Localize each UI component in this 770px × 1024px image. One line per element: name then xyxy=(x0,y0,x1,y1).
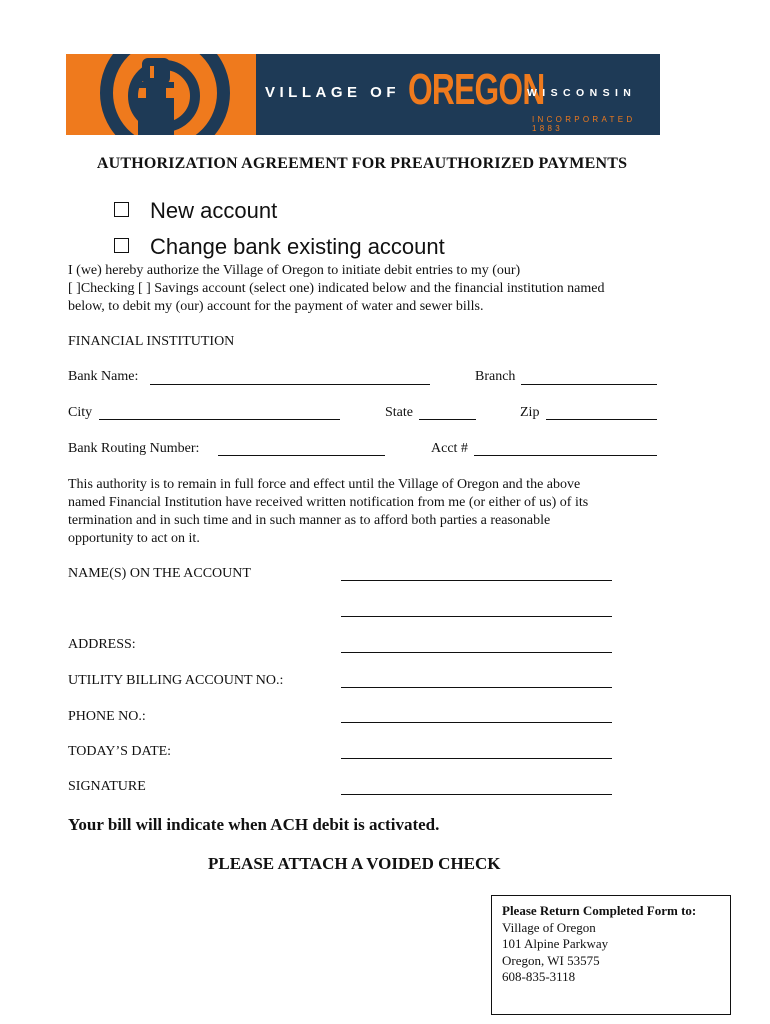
city-label: City xyxy=(68,405,93,420)
voided-check-notice: PLEASE ATTACH A VOIDED CHECK xyxy=(208,854,501,873)
names-on-account-label: NAME(S) ON THE ACCOUNT xyxy=(68,566,251,581)
branch-label: Branch xyxy=(475,369,516,384)
account-number-field[interactable] xyxy=(474,455,657,456)
date-label: TODAY’S DATE: xyxy=(68,744,172,759)
routing-number-field[interactable] xyxy=(218,455,385,456)
village-logo-banner xyxy=(66,54,660,135)
return-line: 101 Alpine Parkway xyxy=(502,936,609,951)
utility-account-field[interactable] xyxy=(341,687,612,688)
logo-wisconsin: WISCONSIN xyxy=(527,87,637,99)
new-account-option[interactable] xyxy=(114,198,277,224)
authority-line: This authority is to remain in full force and effect until the Village of Oregon and the above xyxy=(68,477,581,492)
logo-incorporated: INCORPORATED 1883 xyxy=(532,115,636,133)
logo-village-of: VILLAGE OF xyxy=(265,84,400,101)
change-account-checkbox[interactable] xyxy=(114,238,129,253)
financial-institution-heading: FINANCIAL INSTITUTION xyxy=(68,334,235,349)
change-account-label: Change bank existing account xyxy=(150,234,445,259)
address-label: ADDRESS: xyxy=(68,637,136,652)
names-on-account-field-1[interactable] xyxy=(341,580,612,581)
new-account-checkbox[interactable] xyxy=(114,202,129,217)
logo-oregon: OREGON xyxy=(408,65,545,114)
water-tower-icon xyxy=(112,54,202,135)
phone-field[interactable] xyxy=(341,722,612,723)
authority-line: named Financial Institution have received written notification from me (or either of us) of its xyxy=(68,495,589,510)
return-line: Oregon, WI 53575 xyxy=(502,952,600,968)
branch-field[interactable] xyxy=(521,384,657,385)
intro-line: below, to debit my (our) account for the payment of water and sewer bills. xyxy=(68,299,484,314)
return-heading: Please Return Completed Form to: xyxy=(502,903,697,918)
return-address-box xyxy=(491,895,731,1015)
return-line: Village of Oregon xyxy=(502,919,596,935)
state-field[interactable] xyxy=(419,419,476,420)
intro-line: I (we) hereby authorize the Village of Oregon to initiate debit entries to my (our) xyxy=(68,263,521,278)
ach-notice: Your bill will indicate when ACH debit is activated. xyxy=(68,815,440,834)
new-account-label: New account xyxy=(150,198,278,223)
date-field[interactable] xyxy=(341,758,612,759)
state-label: State xyxy=(385,405,413,420)
bank-name-label: Bank Name: xyxy=(68,369,139,384)
change-account-option[interactable] xyxy=(114,234,445,260)
return-line: 608-835-3118 xyxy=(502,969,576,984)
address-field[interactable] xyxy=(341,652,612,653)
account-number-label: Acct # xyxy=(431,441,468,456)
intro-paragraph xyxy=(68,262,605,316)
signature-field[interactable] xyxy=(341,794,612,795)
phone-label: PHONE NO.: xyxy=(68,709,146,724)
routing-number-label: Bank Routing Number: xyxy=(68,441,200,456)
zip-field[interactable] xyxy=(546,419,657,420)
city-field[interactable] xyxy=(99,419,340,420)
names-on-account-field-2[interactable] xyxy=(341,616,612,617)
form-title: AUTHORIZATION AGREEMENT FOR PREAUTHORIZED PAYMENTS xyxy=(96,155,628,172)
utility-account-label: UTILITY BILLING ACCOUNT NO.: xyxy=(68,673,284,688)
bank-name-field[interactable] xyxy=(150,384,430,385)
logo-emblem xyxy=(66,54,256,135)
authority-paragraph xyxy=(68,476,588,548)
authority-line: opportunity to act on it. xyxy=(68,531,200,546)
signature-label: SIGNATURE xyxy=(68,779,146,794)
zip-label: Zip xyxy=(520,405,540,420)
authority-line: termination and in such time and in such manner as to afford both parties a reasonable xyxy=(68,513,551,528)
intro-line: [ ]Checking [ ] Savings account (select one) indicated below and the financial institution named xyxy=(68,281,605,296)
